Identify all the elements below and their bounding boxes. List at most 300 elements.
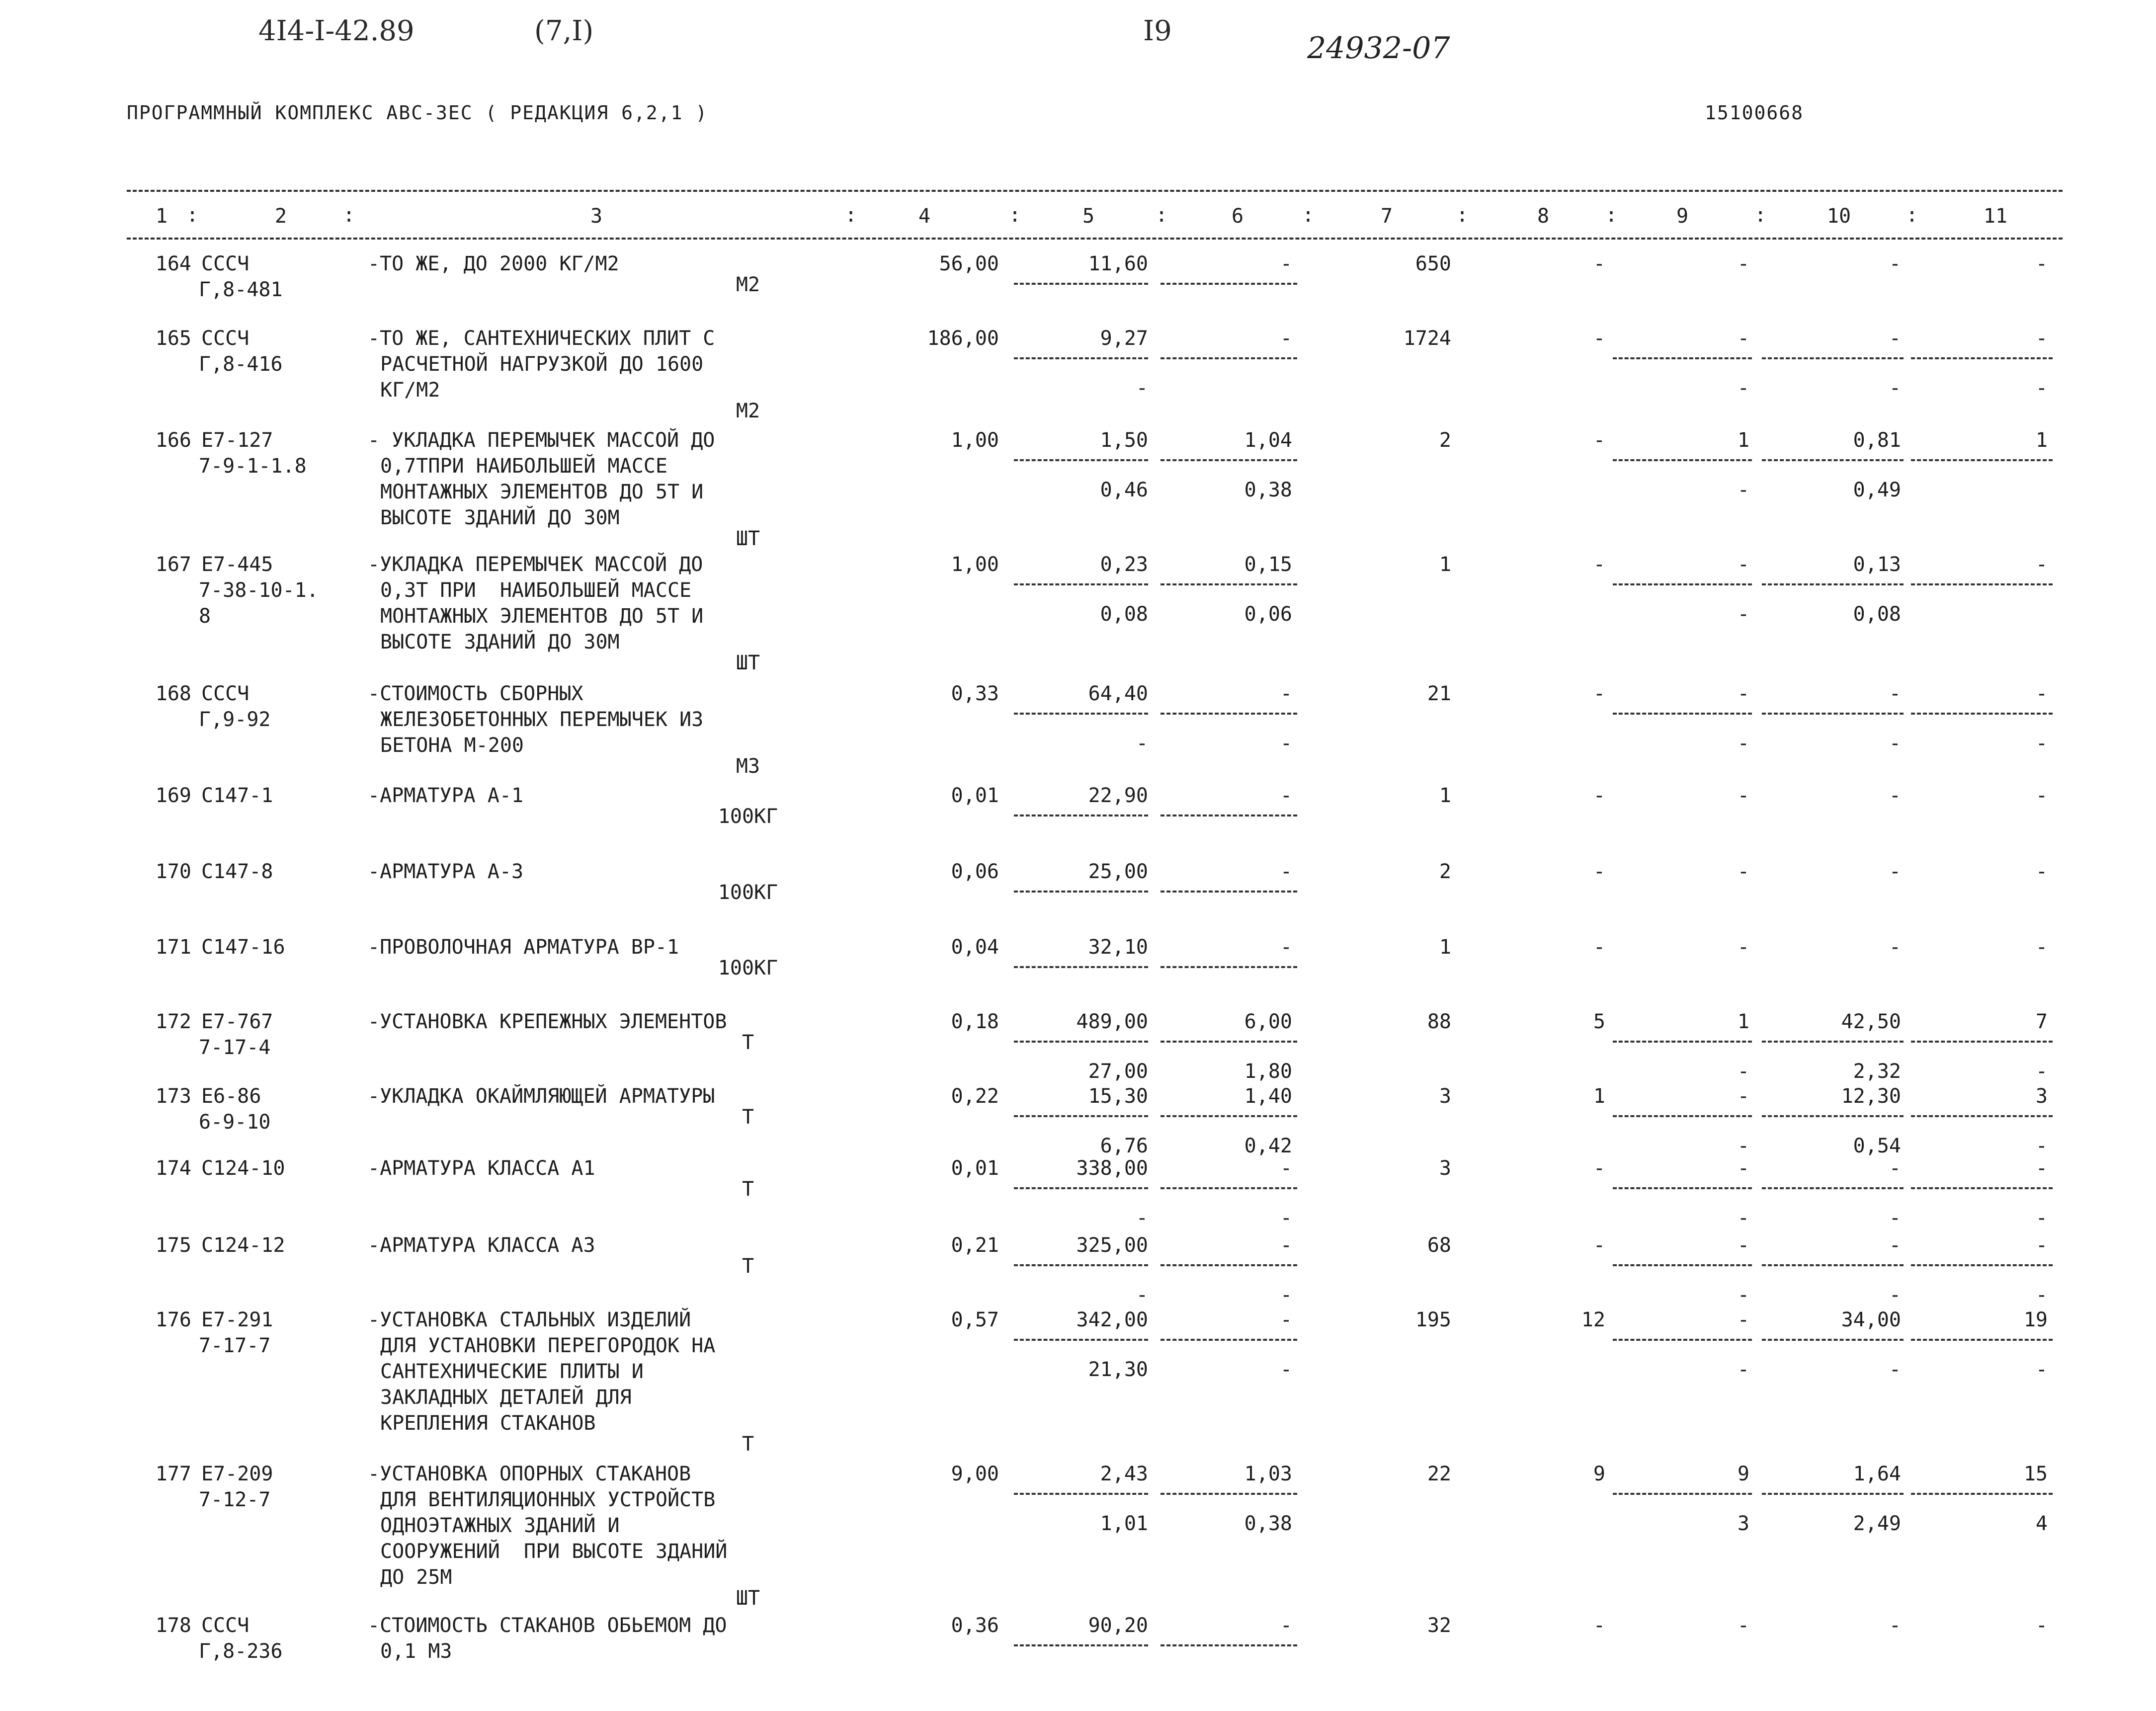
column-header-11: 11 [1983,205,2008,228]
cost-divider [1014,1493,1148,1495]
col10-divider [1762,1187,1904,1189]
item-description: ВЫСОТЕ ЗДАНИЙ ДО 30М [380,631,620,653]
total-cost: 1 [1439,784,1451,807]
unit-cost-wages: - [1136,1284,1148,1306]
item-description: -АРМАТУРА А-3 [368,860,524,883]
row-number: 173 [155,1085,191,1108]
column-9-value: - [1737,327,1749,350]
item-description: -АРМАТУРА КЛАССА А3 [368,1234,595,1257]
unit-cost-wages: - [1136,377,1148,400]
col9-divider [1613,1041,1752,1043]
item-description: ОДНОЭТАЖНЫХ ЗДАНИЙ И [380,1514,620,1537]
item-description: -АРМАТУРА КЛАССА А1 [368,1157,595,1180]
column-11-value: - [2035,252,2048,275]
unit-of-measure: 100КГ [718,805,778,828]
column-10-subvalue: - [1889,1284,1901,1306]
cost-divider [1014,1264,1148,1266]
unit-cost: 9,27 [1100,327,1148,350]
labor-cost-wages: 0,38 [1244,1512,1292,1535]
column-10-value: - [1889,1157,1901,1180]
col10-divider [1762,1041,1904,1043]
item-code: 7-17-7 [199,1334,271,1357]
column-9-value: - [1737,1614,1749,1637]
column-10-value: - [1889,252,1901,275]
labor-divider [1161,1264,1297,1266]
col11-divider [1911,357,2053,359]
cost-divider [1014,357,1148,359]
header-rule-bottom [127,238,2063,240]
column-10-subvalue: - [1889,377,1901,400]
item-code: С124-12 [201,1234,285,1257]
labor-cost: - [1280,1157,1292,1180]
unit-cost: 489,00 [1076,1010,1148,1033]
labor-cost: - [1280,860,1292,883]
cost-divider [1014,1041,1148,1043]
labor-cost-wages: - [1280,732,1292,755]
total-cost: 68 [1427,1234,1451,1257]
column-10-subvalue: 0,54 [1853,1135,1901,1157]
item-code: Г,8-416 [199,353,283,376]
column-header-6: 6 [1231,205,1244,228]
item-description: САНТЕХНИЧЕСКИЕ ПЛИТЫ И [380,1360,644,1383]
labor-divider [1161,583,1297,585]
item-code: С147-16 [201,936,285,959]
unit-cost-wages: 1,01 [1100,1512,1148,1535]
column-10-value: - [1889,327,1901,350]
col11-divider [1911,1187,2053,1189]
cost-divider [1014,1339,1148,1341]
column-9-subvalue: - [1737,1284,1749,1306]
column-11-subvalue: 4 [2035,1512,2048,1535]
column-9-value: - [1737,1085,1749,1108]
column-9-subvalue: - [1737,377,1749,400]
column-11-value: - [2035,553,2048,576]
col10-divider [1762,357,1904,359]
quantity: 1,00 [951,553,999,576]
column-header-5: 5 [1082,205,1095,228]
item-description: МОНТАЖНЫХ ЭЛЕМЕНТОВ ДО 5Т И [380,481,704,503]
program-title: ПРОГРАММНЫЙ КОМПЛЕКС АВС-3ЕС ( РЕДАКЦИЯ 6,2,1 ) [127,102,708,124]
item-code: 7-9-1-1.8 [199,455,307,478]
col10-divider [1762,1493,1904,1495]
column-9-value: 1 [1737,429,1749,452]
col10-divider [1762,1115,1904,1117]
column-8-value: 1 [1593,1085,1605,1108]
column-11-subvalue: - [2035,1358,2048,1381]
quantity: 56,00 [939,252,999,275]
column-11-subvalue: - [2035,1207,2048,1229]
quantity: 0,01 [951,784,999,807]
unit-of-measure: М3 [736,755,760,778]
total-cost: 32 [1427,1614,1451,1637]
item-code: Е7-767 [201,1010,273,1033]
unit-of-measure: Т [742,1178,754,1201]
unit-of-measure: М2 [736,400,760,422]
item-description: ЗАКЛАДНЫХ ДЕТАЛЕЙ ДЛЯ [380,1386,632,1409]
row-number: 172 [155,1010,191,1033]
unit-cost: 0,23 [1100,553,1148,576]
unit-cost: 22,90 [1088,784,1148,807]
column-10-value: 1,64 [1853,1463,1901,1485]
item-description: -СТОИМОСТЬ СБОРНЫХ [368,682,583,705]
column-9-value: - [1737,860,1749,883]
quantity: 0,33 [951,682,999,705]
labor-cost: - [1280,1614,1292,1637]
item-description: -ТО ЖЕ, ДО 2000 КГ/М2 [368,252,619,275]
labor-cost: - [1280,682,1292,705]
quantity: 0,06 [951,860,999,883]
column-11-subvalue: - [2035,377,2048,400]
item-code: СССЧ [201,252,249,275]
quantity: 0,01 [951,1157,999,1180]
item-description: ВЫСОТЕ ЗДАНИЙ ДО 30М [380,506,620,529]
column-10-value: - [1889,682,1901,705]
labor-cost-wages: 0,38 [1244,479,1292,501]
column-separator: : [1456,204,1469,227]
unit-cost-wages: - [1136,732,1148,755]
column-11-subvalue: - [2035,1284,2048,1306]
quantity: 0,22 [951,1085,999,1108]
column-10-subvalue: - [1889,1358,1901,1381]
item-code: Г,8-236 [199,1640,283,1663]
total-cost: 1 [1439,936,1451,959]
cost-divider [1014,815,1148,816]
total-cost: 3 [1439,1157,1451,1180]
labor-cost: - [1280,936,1292,959]
unit-of-measure: Т [742,1106,754,1129]
item-description: -ПРОВОЛОЧНАЯ АРМАТУРА ВР-1 [368,936,679,959]
column-10-value: 0,81 [1853,429,1901,452]
col10-divider [1762,583,1904,585]
column-header-9: 9 [1676,205,1689,228]
row-number: 167 [155,553,191,576]
column-9-value: - [1737,784,1749,807]
item-code: 7-12-7 [199,1488,271,1511]
col9-divider [1613,1493,1752,1495]
column-9-value: - [1737,1157,1749,1180]
column-11-subvalue: - [2035,1060,2048,1083]
column-header-8: 8 [1537,205,1550,228]
unit-cost: 90,20 [1088,1614,1148,1637]
quantity: 186,00 [927,327,999,350]
labor-cost: - [1280,1234,1292,1257]
unit-of-measure: Т [742,1255,754,1278]
unit-of-measure: М2 [736,273,760,296]
item-code: Е6-86 [201,1085,261,1108]
item-description: -УСТАНОВКА СТАЛЬНЫХ ИЗДЕЛИЙ [368,1308,691,1331]
cost-divider [1014,713,1148,715]
column-header-10: 10 [1826,205,1851,228]
column-separator: : [1302,204,1315,227]
labor-cost: - [1280,1308,1292,1331]
cost-divider [1014,966,1148,968]
col11-divider [1911,1493,2053,1495]
column-8-value: - [1593,1157,1605,1180]
column-header-4: 4 [918,205,931,228]
column-10-value: - [1889,1234,1901,1257]
col9-divider [1613,1115,1752,1117]
unit-cost: 325,00 [1076,1234,1148,1257]
col9-divider [1613,1264,1752,1266]
col9-divider [1613,583,1752,585]
unit-of-measure: ШТ [736,1587,760,1610]
column-9-subvalue: - [1737,1135,1749,1157]
item-code: Е7-209 [201,1463,273,1485]
unit-of-measure: Т [742,1031,754,1054]
column-8-value: - [1593,553,1605,576]
item-description: -УКЛАДКА ОКАЙМЛЯЮЩЕЙ АРМАТУРЫ [368,1085,715,1108]
column-separator: : [845,204,857,227]
row-number: 166 [155,429,191,452]
unit-cost: 2,43 [1100,1463,1148,1485]
column-11-value: - [2035,1234,2048,1257]
col10-divider [1762,1339,1904,1341]
item-code: СССЧ [201,327,249,350]
column-11-value: - [2035,1614,2048,1637]
item-code: С147-1 [201,784,273,807]
unit-cost: 25,00 [1088,860,1148,883]
row-number: 176 [155,1308,191,1331]
col11-divider [1911,1115,2053,1117]
item-description: -АРМАТУРА А-1 [368,784,524,807]
labor-divider [1161,1041,1297,1043]
col11-divider [1911,1339,2053,1341]
row-number: 175 [155,1234,191,1257]
labor-cost: - [1280,784,1292,807]
column-10-value: 0,13 [1853,553,1901,576]
column-separator: : [186,204,199,227]
item-description: БЕТОНА М-200 [380,734,524,757]
total-cost: 88 [1427,1010,1451,1033]
labor-cost-wages: 0,42 [1244,1135,1292,1157]
column-9-value: 9 [1737,1463,1749,1485]
column-11-value: - [2035,860,2048,883]
column-10-value: - [1889,860,1901,883]
quantity: 0,04 [951,936,999,959]
cost-divider [1014,283,1148,285]
column-10-subvalue: 0,08 [1853,603,1901,626]
column-10-subvalue: - [1889,1207,1901,1229]
item-code: Г,8-481 [199,278,283,301]
col9-divider [1613,459,1752,461]
sheet-reference: (7,I) [534,15,594,47]
labor-cost: 1,40 [1244,1085,1292,1108]
item-code: 7-17-4 [199,1036,271,1059]
unit-cost: 11,60 [1088,252,1148,275]
column-9-subvalue: - [1737,1060,1749,1083]
total-cost: 22 [1427,1463,1451,1485]
total-cost: 1724 [1403,327,1451,350]
row-number: 164 [155,252,191,275]
column-11-value: 7 [2035,1010,2048,1033]
item-description: 0,1 М3 [380,1640,452,1663]
col11-divider [1911,583,2053,585]
column-9-subvalue: - [1737,603,1749,626]
column-10-subvalue: 0,49 [1853,479,1901,501]
column-9-subvalue: - [1737,732,1749,755]
column-8-value: - [1593,1614,1605,1637]
labor-cost: 6,00 [1244,1010,1292,1033]
column-header-1: 1 [155,205,168,228]
column-separator: : [1906,204,1918,227]
column-separator: : [1754,204,1767,227]
col11-divider [1911,1041,2053,1043]
labor-divider [1161,713,1297,715]
item-description: -УКЛАДКА ПЕРЕМЫЧЕК МАССОЙ ДО [368,553,703,576]
column-10-value: 42,50 [1841,1010,1901,1033]
item-description: МОНТАЖНЫХ ЭЛЕМЕНТОВ ДО 5Т И [380,605,704,628]
item-description: -УСТАНОВКА КРЕПЕЖНЫХ ЭЛЕМЕНТОВ [368,1010,727,1033]
column-8-value: - [1593,429,1605,452]
item-code: С147-8 [201,860,273,883]
column-10-subvalue: 2,49 [1853,1512,1901,1535]
column-10-subvalue: 2,32 [1853,1060,1901,1083]
row-number: 174 [155,1157,191,1180]
quantity: 0,18 [951,1010,999,1033]
column-header-7: 7 [1380,205,1393,228]
column-11-value: - [2035,682,2048,705]
quantity: 1,00 [951,429,999,452]
column-11-value: 15 [2023,1463,2048,1485]
column-9-value: 1 [1737,1010,1749,1033]
column-8-value: - [1593,860,1605,883]
row-number: 178 [155,1614,191,1637]
quantity: 0,57 [951,1308,999,1331]
column-11-value: - [2035,327,2048,350]
column-11-subvalue: - [2035,732,2048,755]
cost-divider [1014,459,1148,461]
labor-divider [1161,1493,1297,1495]
column-header-2: 2 [274,205,287,228]
item-description: 0,3Т ПРИ НАИБОЛЬШЕЙ МАССЕ [380,579,692,602]
labor-divider [1161,1187,1297,1189]
item-code: С124-10 [201,1157,285,1180]
item-description: - УКЛАДКА ПЕРЕМЫЧЕК МАССОЙ ДО [368,429,715,452]
column-8-value: - [1593,936,1605,959]
column-separator: : [1605,204,1618,227]
unit-cost: 1,50 [1100,429,1148,452]
cost-divider [1014,583,1148,585]
labor-cost-wages: 0,06 [1244,603,1292,626]
unit-cost: 32,10 [1088,936,1148,959]
column-9-value: - [1737,252,1749,275]
item-code: Е7-445 [201,553,273,576]
labor-cost: - [1280,252,1292,275]
row-number: 177 [155,1463,191,1485]
unit-cost-wages: 0,46 [1100,479,1148,501]
quantity: 0,21 [951,1234,999,1257]
labor-divider [1161,459,1297,461]
column-9-value: - [1737,682,1749,705]
labor-divider [1161,891,1297,893]
unit-cost-wages: - [1136,1207,1148,1229]
col9-divider [1613,357,1752,359]
col11-divider [1911,1264,2053,1266]
unit-cost: 64,40 [1088,682,1148,705]
cost-divider [1014,891,1148,893]
document-code: 4I4-I-42.89 [258,15,415,47]
col10-divider [1762,713,1904,715]
column-10-value: 34,00 [1841,1308,1901,1331]
row-number: 169 [155,784,191,807]
column-9-subvalue: - [1737,479,1749,501]
item-code: 8 [199,605,211,628]
item-code: Е7-291 [201,1308,273,1331]
column-8-value: - [1593,784,1605,807]
item-description: ДЛЯ УСТАНОВКИ ПЕРЕГОРОДОК НА [380,1334,716,1357]
item-code: Г,9-92 [199,708,271,731]
column-9-value: - [1737,936,1749,959]
column-8-value: - [1593,327,1605,350]
unit-of-measure: Т [742,1433,754,1456]
cost-divider [1014,1644,1148,1646]
unit-cost-wages: 6,76 [1100,1135,1148,1157]
labor-divider [1161,357,1297,359]
column-11-value: 19 [2023,1308,2048,1331]
unit-of-measure: ШТ [736,652,760,674]
labor-cost: 1,03 [1244,1463,1292,1485]
column-11-value: - [2035,784,2048,807]
cost-divider [1014,1187,1148,1189]
column-10-value: - [1889,784,1901,807]
quantity: 0,36 [951,1614,999,1637]
col9-divider [1613,713,1752,715]
labor-cost: 0,15 [1244,553,1292,576]
row-number: 165 [155,327,191,350]
labor-divider [1161,1115,1297,1117]
column-11-value: - [2035,936,2048,959]
column-separator: : [1009,204,1021,227]
unit-cost: 15,30 [1088,1085,1148,1108]
header-rule-top [127,190,2063,192]
item-description: 0,7ТПРИ НАИБОЛЬШЕЙ МАССЕ [380,455,667,478]
column-10-value: 12,30 [1841,1085,1901,1108]
item-description: ДО 25М [380,1566,452,1589]
unit-cost-wages: 21,30 [1088,1358,1148,1381]
column-10-value: - [1889,936,1901,959]
item-description: КГ/М2 [380,379,440,402]
item-description: РАСЧЕТНОЙ НАГРУЗКОЙ ДО 1600 [380,353,704,376]
document-id: 15100668 [1705,102,1804,124]
labor-cost-wages: - [1280,1284,1292,1306]
col11-divider [1911,713,2053,715]
labor-divider [1161,815,1297,816]
total-cost: 21 [1427,682,1451,705]
row-number: 171 [155,936,191,959]
total-cost: 195 [1415,1308,1451,1331]
column-10-value: - [1889,1614,1901,1637]
row-number: 170 [155,860,191,883]
total-cost: 2 [1439,860,1451,883]
column-separator: : [343,204,355,227]
page-number: I9 [1143,15,1172,47]
col11-divider [1911,459,2053,461]
unit-cost: 338,00 [1076,1157,1148,1180]
item-code: СССЧ [201,682,249,705]
column-9-value: - [1737,1234,1749,1257]
col10-divider [1762,1264,1904,1266]
item-description: -СТОИМОСТЬ СТАКАНОВ ОБЬЕМОМ ДО [368,1614,727,1637]
labor-divider [1161,966,1297,968]
column-11-value: - [2035,1157,2048,1180]
handwritten-number: 24932-07 [1307,31,1450,66]
item-description: КРЕПЛЕНИЯ СТАКАНОВ [380,1412,596,1435]
column-header-3: 3 [590,205,603,228]
col9-divider [1613,1339,1752,1341]
item-description: ЖЕЛЕЗОБЕТОННЫХ ПЕРЕМЫЧЕК ИЗ [380,708,704,731]
column-9-value: - [1737,553,1749,576]
labor-divider [1161,283,1297,285]
